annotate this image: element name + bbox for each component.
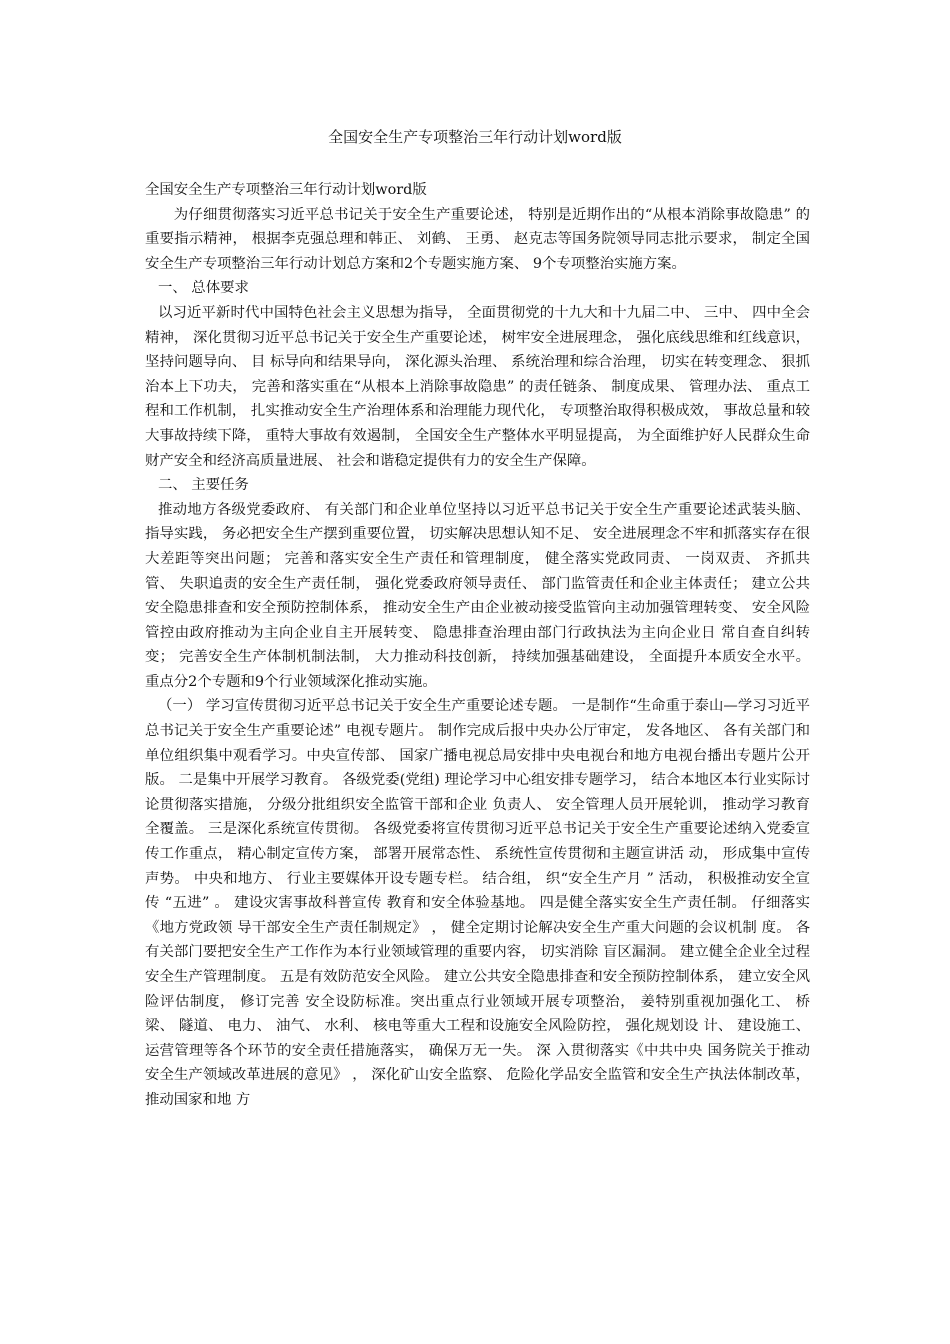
section-heading-main-tasks: 二、 主要任务: [157, 477, 249, 494]
document-subtitle: 全国安全生产专项整治三年行动计划word版: [145, 182, 427, 198]
section-heading-overall-requirements: 一、 总体要求: [157, 280, 249, 297]
document-title: 全国安全生产专项整治三年行动计划word版: [328, 128, 622, 146]
paragraph-overall-requirements: 以习近平新时代中国特色社会主义思想为指导， 全面贯彻党的十九大和十九届二中、 三中、 四中全会精神， 深化贯彻习近平总书记关于安全生产重要论述， 树牢安全进展理念， 强化底线思维和红线意识， 坚持问题导向、 目 标导向和结果导向， 深化源头治理、 系统治理和综合治理， 切实在转变理念、 狠抓治本上下功夫， 完善和落实重在“从根本上消除事故隐患” 的责任链条、 制度成果、 管理办法、 重点工程和工作机制， 扎实推动安全生产治理体系和治理能力现代化， 专项整治取得积极成效， 事故总量和较大事故持续下降， 重特大事故有效遏制， 全国安全生产整体水平明显提高， 为全面维护好人民群众生命财产安全和经济高质量进展、 社会和谐稳定提供有力的安全生产保障。: [145, 304, 810, 469]
paragraph-topic-one: （一） 学习宣传贯彻习近平总书记关于安全生产重要论述专题。 一是制作“生命重于泰山—学习习近平总书记关于安全生产重要论述” 电视专题片。 制作完成后报中央办公厅审定， 发各地区、 各有关部门和单位组织集中观看学习。中央宣传部、 国家广播电视总局安排中央电视台和地方电视台播出专题片公开版。 二是集中开展学习教育。 各级党委(党组) 理论学习中心组安排专题学习， 结合本地区本行业实际讨论贯彻落实措施， 分级分批组织安全监管干部和企业 负责人、 安全管理人员开展轮训， 推动学习教育全覆盖。 三是深化系统宣传贯彻。 各级党委将宣传贯彻习近平总书记关于安全生产重要论述纳入党委宣传工作重点， 精心制定宣传方案， 部署开展常态性、 系统性宣传贯彻和主题宣讲活 动， 形成集中宣传声势。 中央和地方、 行业主要媒体开设专题专栏。 结合组， 织“安全生产月 ” 活动， 积极推动安全宣传 “五进” 。 建设灾害事故科普宣传 教育和安全体验基地。 四是健全落实安全生产责任制。 仔细落实《地方党政领 导干部安全生产责任制规定》 ， 健全定期讨论解决安全生产重大问题的会议机制 度。 各有关部门要把安全生产工作作为本行业领域管理的重要内容， 切实消除 盲区漏洞。 建立健全企业全过程安全生产管理制度。 五是有效防范安全风险。 建立公共安全隐患排查和安全预防控制体系， 建立安全风险评估制度， 修订完善 安全设防标准。突出重点行业领域开展专项整治， 姜特别重视加强化工、 桥梁、 隧道、 电力、 油气、 水利、 核电等重大工程和设施安全风险防控， 强化规划设 计、 建设施工、 运营管理等各个环节的安全责任措施落实， 确保万无一失。 深 入贯彻落实《中共中央 国务院关于推动安全生产领域改革进展的意见》 ， 深化矿山安全监察、 危险化学品安全监管和安全生产执法体制改革， 推动国家和地 方: [145, 698, 810, 1108]
document-body: [145, 178, 810, 1113]
paragraph-intro: 为仔细贯彻落实习近平总书记关于安全生产重要论述， 特别是近期作出的“从根本消除事故隐患” 的重要指示精神， 根据李克强总理和韩正、 刘鹤、 王勇、 赵克志等国务院领导同志批示要求， 制定全国安全生产专项整治三年行动计划总方案和2个专题实施方案、 9个专项整治实施方案。: [145, 206, 810, 272]
paragraph-main-tasks: 推动地方各级党委政府、 有关部门和企业单位坚持以习近平总书记关于安全生产重要论述武装头脑、 指导实践， 务必把安全生产摆到重要位置， 切实解决思想认知不足、 安全进展理念不牢和抓落实存在很大差距等突出问题； 完善和落实安全生产责任和管理制度， 健全落实党政同责、 一岗双责、 齐抓共管、 失职追责的安全生产责任制， 强化党委政府领导责任、 部门监管责任和企业主体责任； 建立公共安全隐患排查和安全预防控制体系， 推动安全生产由企业被动接受监管向主动加强管理转变、 安全风险管控由政府推动为主向企业自主开展转变、 隐患排查治理由部门行政执法为主向企业日 常自查自纠转变； 完善安全生产体制机制法制， 大力推动科技创新， 持续加强基础建设， 全面提升本质安全水平。 重点分2个专题和9个行业领域深化推动实施。: [145, 501, 810, 690]
